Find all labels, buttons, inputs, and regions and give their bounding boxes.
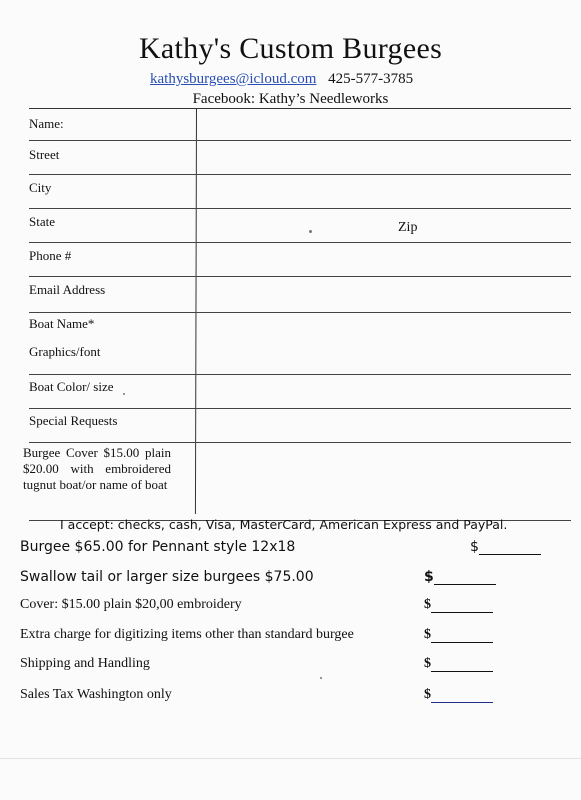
scan-speck [309,230,312,233]
field-label-name: Name: [29,116,64,131]
price-line-text: Cover: $15.00 plain $20,00 embroidery [20,597,242,612]
facebook-line: Facebook: Kathy’s Needleworks [192,91,389,107]
scan-speck [320,677,322,679]
field-label-boat-color: Boat Color/ size [29,379,114,394]
price-line-text: Shipping and Handling [20,656,150,671]
field-row-boat-color[interactable] [29,375,571,409]
price-line-amount[interactable]: $ [424,656,493,672]
phone-number: 425-577-3785 [328,71,414,87]
page-title: Kathy's Custom Burgees [138,32,443,65]
field-label-graphics: Graphics/font [29,344,101,359]
field-row-city[interactable] [29,175,571,209]
field-label-state: State [29,214,55,229]
field-label-burgee-cover: Burgee Cover $15.00 plain $20.00 with embroidered tugnut boat/or name of boat [23,445,171,492]
field-row-street[interactable] [29,141,571,175]
price-line-amount[interactable]: $ [470,539,541,555]
field-label-special-requests: Special Requests [29,413,118,428]
field-label-boat-name: Boat Name* [29,316,95,331]
field-row-email[interactable] [29,277,571,313]
scan-speck [123,393,125,395]
price-line-amount[interactable]: $ [424,597,493,613]
price-line-amount[interactable]: $ [424,627,493,643]
price-line-amount[interactable]: $ [424,687,493,703]
price-line-text: Swallow tail or larger size burgees $75.00 [20,569,314,585]
price-line-text: Extra charge for digitizing items other than standard burgee [20,627,354,642]
email-link[interactable]: kathysburgees@icloud.com [150,71,317,87]
price-line-amount[interactable]: $ [424,569,496,585]
price-line-text: Burgee $65.00 for Pennant style 12x18 [20,539,296,555]
field-label-street: Street [29,147,60,162]
field-label-email: Email Address [29,282,106,297]
field-row-state[interactable] [29,209,571,243]
field-row-phone[interactable] [29,243,571,277]
payment-note: I accept: checks, cash, Visa, MasterCard, American Express and PayPal. [60,517,508,532]
field-row-name[interactable] [29,108,571,141]
field-row-special-requests[interactable] [29,409,571,443]
contact-line [150,71,413,88]
price-line-text: Sales Tax Washington only [20,687,172,702]
field-row-boat-name[interactable] [29,313,571,375]
field-label-city: City [29,180,52,195]
zip-label: Zip [398,220,418,235]
bottom-divider [0,758,581,759]
field-label-phone: Phone # [29,248,72,263]
